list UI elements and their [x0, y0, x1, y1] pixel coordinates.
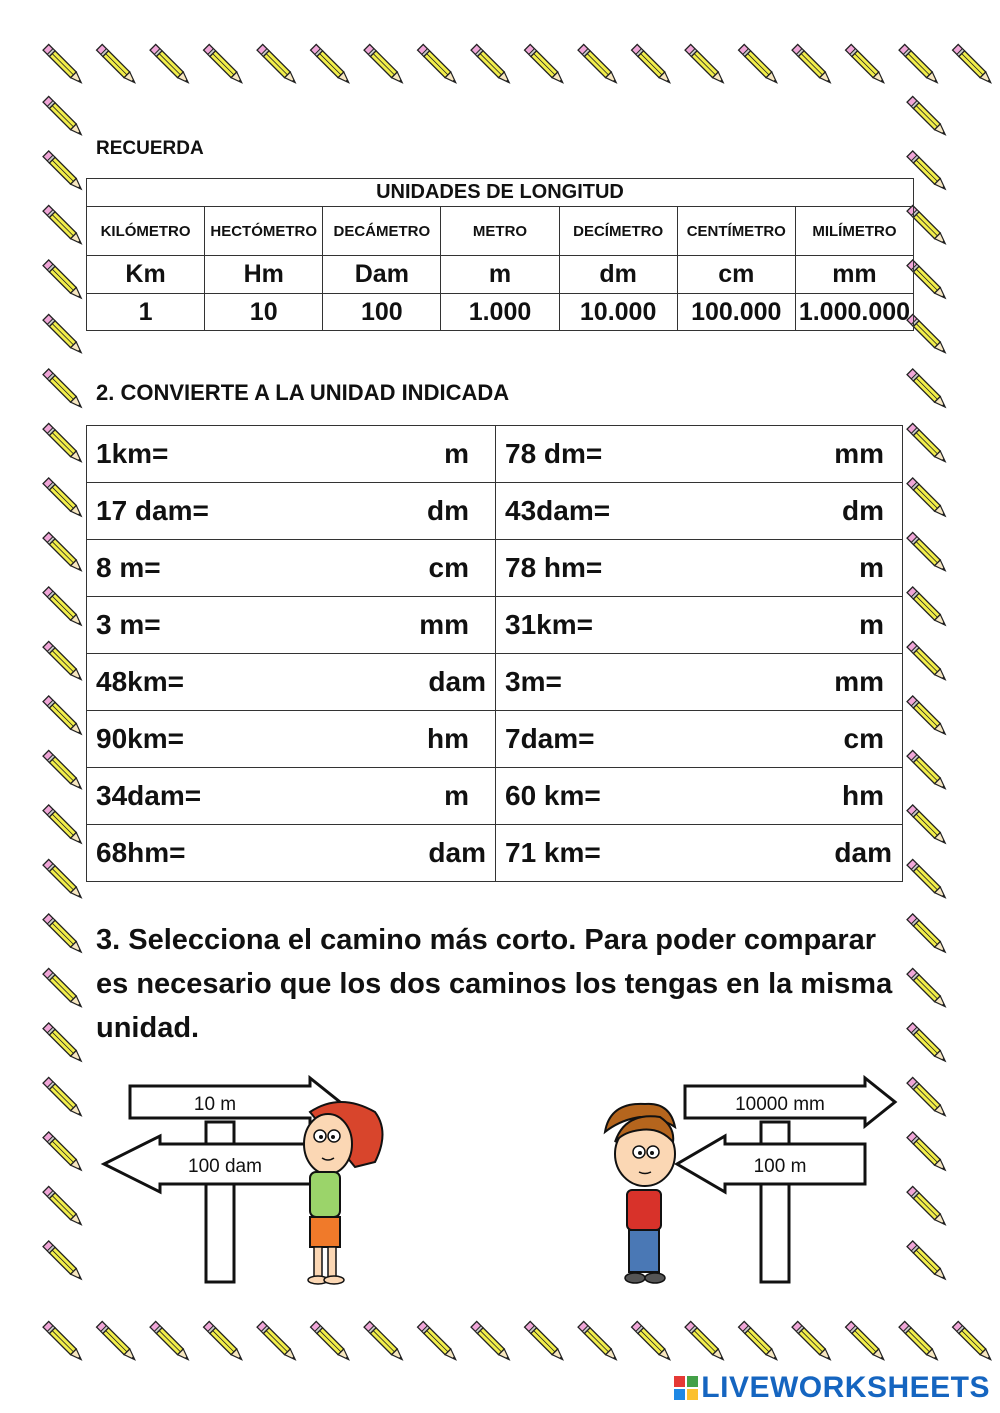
pencil-icon	[43, 44, 84, 85]
conversion-cell[interactable]	[496, 597, 903, 654]
pencil-icon	[43, 587, 84, 628]
pencil-icon	[899, 1321, 940, 1362]
pencil-icon	[43, 1241, 84, 1282]
unit-abbr-cell: Km	[87, 256, 205, 294]
pencil-icon	[43, 805, 84, 846]
sign-label-left-bottom: 100 dam	[188, 1156, 262, 1177]
pencil-icon	[739, 44, 780, 85]
table-row	[87, 540, 903, 597]
table-row	[87, 654, 903, 711]
target-unit: m	[859, 609, 884, 640]
pencil-icon	[364, 1321, 405, 1362]
unit-abbr-cell: Hm	[205, 256, 323, 294]
conversion-cell[interactable]	[87, 597, 496, 654]
pencil-icon	[632, 44, 673, 85]
target-unit: dam	[834, 837, 892, 868]
target-unit: dam	[428, 837, 486, 868]
liveworksheets-logo[interactable]	[674, 1371, 990, 1405]
target-unit: mm	[834, 666, 884, 697]
pencil-icon	[471, 44, 512, 85]
pencil-icon	[43, 641, 84, 682]
unit-name-cell: KILÓMETRO	[87, 207, 205, 256]
pencil-icon	[43, 1186, 84, 1227]
pencil-icon	[43, 1132, 84, 1173]
pencil-icon	[43, 1077, 84, 1118]
pencil-icon	[632, 1321, 673, 1362]
pencil-icon	[846, 44, 887, 85]
unit-name-cell: DECÍMETRO	[559, 207, 677, 256]
pencil-icon	[907, 859, 948, 900]
pencil-icon	[43, 532, 84, 573]
conversion-question: 48km=	[96, 666, 184, 697]
pencil-icon	[418, 44, 459, 85]
pencil-icon	[953, 1321, 994, 1362]
pencil-icon	[43, 96, 84, 137]
pencil-icon	[899, 44, 940, 85]
target-unit: dm	[842, 495, 884, 526]
conversion-table	[86, 425, 903, 882]
recuerda-heading: RECUERDA	[96, 138, 204, 159]
pencil-icon	[311, 1321, 352, 1362]
pencil-icon	[525, 1321, 566, 1362]
section-3-instructions: 3. Selecciona el camino más corto. Para poder comparar es necesario que los dos caminos los tengas en la misma unidad.	[96, 924, 893, 1044]
conversion-cell[interactable]	[87, 540, 496, 597]
table-row	[87, 483, 903, 540]
table-row	[87, 426, 903, 483]
pencil-icon	[97, 44, 138, 85]
conversion-question: 31km=	[505, 609, 593, 640]
table-row	[87, 597, 903, 654]
pencil-icon	[43, 423, 84, 464]
left-signpost-scene	[100, 1072, 400, 1292]
pencil-icon	[311, 44, 352, 85]
conversion-cell[interactable]	[87, 825, 496, 882]
pencil-icon	[525, 44, 566, 85]
pencil-icon	[846, 1321, 887, 1362]
right-signpost-scene	[565, 1072, 900, 1292]
target-unit: dm	[427, 495, 469, 526]
pencil-icon	[418, 1321, 459, 1362]
table-row	[87, 711, 903, 768]
conversion-cell[interactable]	[496, 654, 903, 711]
unit-value-cell: 1	[87, 294, 205, 331]
conversion-question: 71 km=	[505, 837, 601, 868]
pencil-icon	[364, 44, 405, 85]
pencil-icon	[907, 1241, 948, 1282]
pencil-icon	[907, 750, 948, 791]
sign-label-right-top: 10000 mm	[735, 1094, 825, 1115]
girl-illustration	[304, 1102, 383, 1284]
conversion-cell[interactable]	[496, 768, 903, 825]
pencil-icon	[43, 696, 84, 737]
boy-illustration	[605, 1104, 675, 1283]
pencil-icon	[685, 1321, 726, 1362]
target-unit: mm	[834, 438, 884, 469]
pencil-icon	[907, 96, 948, 137]
unit-abbr-cell: cm	[677, 256, 795, 294]
pencil-icon	[792, 44, 833, 85]
conversion-cell[interactable]	[87, 483, 496, 540]
conversion-cell[interactable]	[496, 825, 903, 882]
unit-value-cell: 1.000	[441, 294, 559, 331]
conversion-question: 7dam=	[505, 723, 595, 754]
pencil-icon	[907, 1132, 948, 1173]
section-2-title: 2. CONVIERTE A LA UNIDAD INDICADA	[96, 380, 510, 405]
pencil-icon	[792, 1321, 833, 1362]
target-unit: dam	[428, 666, 486, 697]
pencil-icon	[43, 151, 84, 192]
pencil-icon	[43, 205, 84, 246]
target-unit: hm	[842, 780, 884, 811]
liveworksheets-grid-icon	[674, 1376, 698, 1400]
unit-name-cell: DECÁMETRO	[323, 207, 441, 256]
target-unit: cm	[843, 723, 884, 754]
pencil-icon	[43, 1321, 84, 1362]
pencil-icon	[578, 44, 619, 85]
pencil-icon	[953, 44, 994, 85]
pencil-icon	[43, 914, 84, 955]
conversion-cell[interactable]	[496, 483, 903, 540]
pencil-icon	[257, 44, 298, 85]
sign-label-left-top: 10 m	[193, 1094, 237, 1115]
conversion-question: 78 hm=	[505, 552, 603, 583]
pencil-icon	[257, 1321, 298, 1362]
unit-abbr-cell: m	[441, 256, 559, 294]
unit-value-cell: 100.000	[677, 294, 795, 331]
pencil-icon	[907, 696, 948, 737]
pencil-icon	[907, 1077, 948, 1118]
conversion-cell[interactable]	[87, 711, 496, 768]
pencil-icon	[150, 1321, 191, 1362]
unit-name-cell: HECTÓMETRO	[205, 207, 323, 256]
pencil-icon	[907, 1186, 948, 1227]
unit-name-cell: CENTÍMETRO	[677, 207, 795, 256]
pencil-icon	[907, 641, 948, 682]
conversion-question: 34dam=	[96, 780, 202, 811]
unit-value-cell: 10.000	[559, 294, 677, 331]
target-unit: hm	[427, 723, 469, 754]
pencil-icon	[685, 44, 726, 85]
table-row	[87, 825, 903, 882]
target-unit: m	[859, 552, 884, 583]
unit-abbr-cell: mm	[795, 256, 913, 294]
conversion-question: 90km=	[96, 723, 184, 754]
pencil-icon	[907, 587, 948, 628]
conversion-question: 8 m=	[96, 552, 161, 583]
unit-abbr-cell: dm	[559, 256, 677, 294]
pencil-icon	[43, 478, 84, 519]
pencil-icon	[204, 1321, 245, 1362]
pencil-icon	[907, 369, 948, 410]
pencil-icon	[43, 369, 84, 410]
pencil-icon	[907, 478, 948, 519]
target-unit: mm	[419, 609, 469, 640]
conversion-question: 17 dam=	[96, 495, 209, 526]
pencil-icon	[97, 1321, 138, 1362]
logo-text: LIVEWORKSHEETS	[701, 1371, 990, 1404]
unit-value-cell: 100	[323, 294, 441, 331]
pencil-icon	[43, 260, 84, 301]
unit-name-cell: MILÍMETRO	[795, 207, 913, 256]
pencil-icon	[43, 750, 84, 791]
conversion-question: 3 m=	[96, 609, 161, 640]
conversion-question: 78 dm=	[505, 438, 603, 469]
target-unit: m	[444, 438, 469, 469]
pencil-icon	[43, 968, 84, 1009]
conversion-cell[interactable]	[87, 768, 496, 825]
table-row	[87, 768, 903, 825]
unit-name-cell: METRO	[441, 207, 559, 256]
sign-label-right-bottom: 100 m	[753, 1156, 807, 1177]
pencil-icon	[739, 1321, 780, 1362]
pencil-icon	[907, 423, 948, 464]
target-unit: m	[444, 780, 469, 811]
units-table-title: UNIDADES DE LONGITUD	[87, 179, 914, 207]
unit-value-cell: 10	[205, 294, 323, 331]
conversion-question: 3m=	[505, 666, 562, 697]
conversion-question: 68hm=	[96, 837, 186, 868]
pencil-icon	[471, 1321, 512, 1362]
pencil-icon	[43, 1023, 84, 1064]
pencil-icon	[578, 1321, 619, 1362]
conversion-cell[interactable]	[496, 540, 903, 597]
pencil-icon	[43, 859, 84, 900]
pencil-icon	[150, 44, 191, 85]
conversion-cell[interactable]	[87, 654, 496, 711]
pencil-icon	[907, 532, 948, 573]
conversion-question: 43dam=	[505, 495, 611, 526]
pencil-icon	[907, 805, 948, 846]
pencil-icon	[43, 314, 84, 355]
conversion-cell[interactable]	[496, 426, 903, 483]
conversion-question: 1km=	[96, 438, 169, 469]
units-table	[86, 178, 914, 331]
unit-value-cell: 1.000.000	[795, 294, 913, 331]
conversion-cell[interactable]	[496, 711, 903, 768]
conversion-cell[interactable]	[87, 426, 496, 483]
conversion-question: 60 km=	[505, 780, 601, 811]
target-unit: cm	[428, 552, 469, 583]
unit-abbr-cell: Dam	[323, 256, 441, 294]
pencil-icon	[204, 44, 245, 85]
